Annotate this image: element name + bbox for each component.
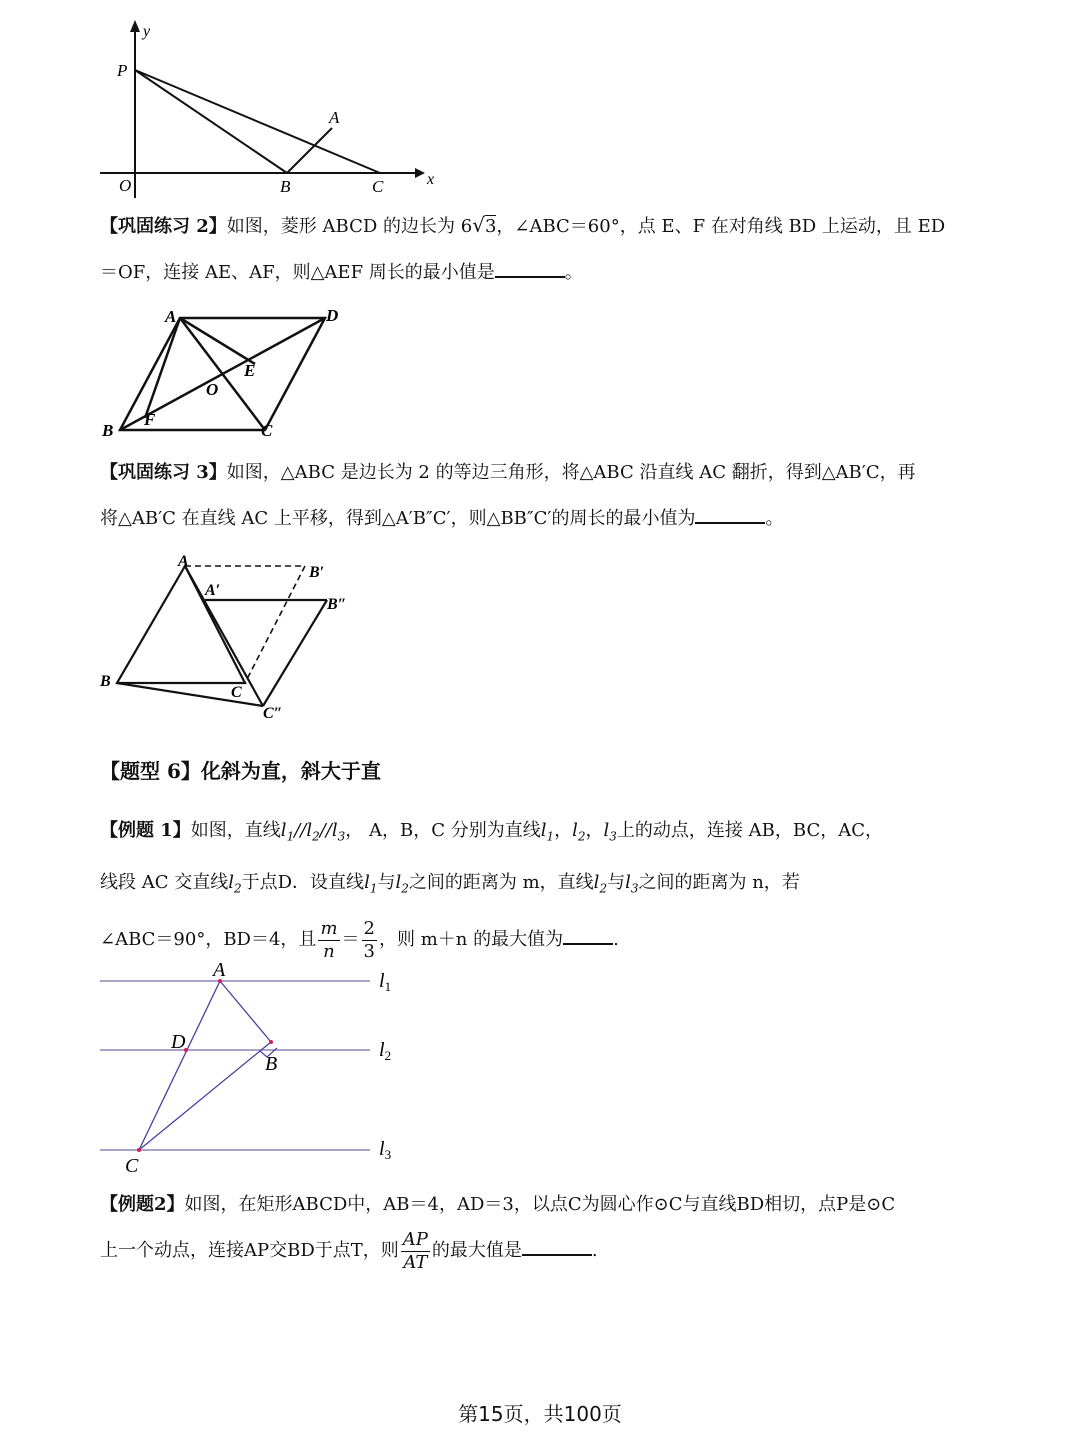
text: 如图，直线 (190, 820, 281, 841)
answer-blank[interactable] (695, 504, 765, 524)
exercise-3 (100, 450, 990, 542)
text: 如图，△ABC 是边长为 2 的等边三角形，将△ABC 沿直线 AC 翻折，得到△AB′C，再 (226, 462, 916, 483)
exercise-3-line1 (100, 450, 990, 496)
exercise-3-tag: 【巩固练习 3】 (100, 462, 227, 483)
example-2-line1 (100, 1182, 990, 1228)
line-l3: $l_3$ (625, 871, 639, 896)
figure-translated-triangle (95, 548, 365, 723)
label-x: x (427, 171, 435, 188)
fraction-AP-over-AT (401, 1229, 430, 1274)
denominator: AT (403, 1251, 428, 1273)
line-l1: $l_1$ (540, 820, 555, 844)
text: 上一个动点，连接AP交BD于点T，则 (100, 1240, 399, 1261)
text: 的最大值是 (431, 1240, 522, 1261)
line-l2: $l_2$ (228, 871, 242, 896)
label-B: B (265, 1053, 278, 1075)
text: 与 (377, 871, 396, 893)
label-O: O (119, 176, 132, 195)
text: ，则 m＋n 的最大值为 (378, 929, 564, 951)
label-C: C (261, 421, 273, 440)
line-l2: $l_2$ (572, 820, 586, 844)
example-2-tag: 【例题2】 (100, 1194, 185, 1215)
text: 。 (564, 262, 583, 283)
label-B: B (102, 421, 114, 440)
example-1-line1 (100, 808, 990, 860)
label-P: P (117, 61, 128, 80)
line-l2: $l_2$ (395, 871, 409, 896)
section-heading: 【题型 6】化斜为直，斜大于直 (100, 759, 381, 783)
label-B-double-prime: B″ (327, 596, 347, 613)
label-A-prime: A′ (205, 582, 221, 599)
label-A: A (165, 307, 177, 326)
label-B-prime: B′ (309, 564, 325, 581)
label-O: O (206, 380, 219, 399)
line-l1: $l_1$ (364, 871, 378, 896)
text: 上的动点，连接 AB，BC，AC， (616, 820, 883, 841)
answer-blank[interactable] (495, 258, 565, 278)
label-l3: $l_3$ (379, 1138, 392, 1162)
sqrt-symbol: √ (472, 213, 485, 237)
label-D: D (326, 306, 339, 325)
text: . (591, 1240, 598, 1261)
text: ，∠ABC＝60°，点 E、F 在对角线 BD 上运动，且 ED (496, 216, 946, 237)
text: 。 (765, 508, 784, 529)
label-B: B (100, 673, 111, 690)
numerator: AP (402, 1228, 428, 1250)
label-B: B (280, 177, 291, 196)
text: . (613, 929, 619, 951)
text: 之间的距离为 m，直线 (408, 871, 594, 893)
exercise-2-line1 (100, 202, 990, 250)
denominator: n (323, 940, 335, 962)
text: ＝ (341, 929, 360, 951)
text: 如图，菱形 ABCD 的边长为 6 (226, 216, 473, 237)
label-y: y (143, 23, 151, 40)
figure-rhombus (95, 300, 355, 445)
exercise-2 (100, 202, 990, 296)
figure-parallel-lines (95, 955, 405, 1180)
line-l3: $l_3$ (603, 820, 617, 844)
text: ∠ABC＝90°，BD＝4，且 (100, 929, 317, 951)
text: 与 (607, 871, 626, 893)
figure-coordinate-triangle (95, 18, 440, 198)
exercise-3-line2 (100, 496, 990, 542)
answer-blank[interactable] (563, 925, 613, 945)
denominator: 3 (363, 940, 375, 962)
label-F: F (144, 410, 156, 429)
label-A: A (178, 553, 189, 570)
text: 线段 AC 交直线 (100, 871, 229, 893)
label-D: D (171, 1031, 186, 1053)
label-E: E (244, 361, 256, 380)
example-1 (100, 808, 990, 963)
page-number: 第15页，共100页 (458, 1402, 622, 1426)
example-2-line2 (100, 1228, 990, 1274)
text: 之间的距离为 n，若 (638, 871, 800, 893)
line-l2: $l_2$ (593, 871, 608, 896)
text: 如图，在矩形ABCD中，AB＝4，AD＝3，以点C为圆心作⊙C与直线BD相切，点P是⊙C (184, 1194, 896, 1215)
x-axis-arrow-icon (415, 168, 425, 178)
numerator: m (320, 917, 338, 939)
label-l1: $l_1$ (379, 970, 392, 994)
label-C: C (372, 177, 384, 196)
sqrt-value: 3 (484, 216, 497, 237)
lines-parallel: $l_1//l_2//l_3$ (280, 820, 346, 844)
label-C: C (125, 1155, 139, 1177)
text: ， (585, 820, 604, 841)
text: 将△AB′C 在直线 AC 上平移，得到△A′B″C′，则△BB″C′的周长的最小值为 (100, 508, 696, 529)
y-axis-arrow-icon (130, 20, 140, 32)
label-C: C (231, 684, 242, 701)
label-C-double-prime: C″ (263, 705, 283, 722)
example-1-line2 (100, 860, 990, 912)
text: ， A，B，C 分别为直线 (345, 820, 541, 841)
label-A: A (213, 959, 226, 981)
label-l2: $l_2$ (379, 1039, 392, 1063)
exercise-2-tag: 【巩固练习 2】 (100, 216, 227, 237)
text: ， (554, 820, 573, 841)
exercise-2-line2 (100, 250, 990, 296)
example-1-tag: 【例题 1】 (100, 820, 191, 841)
label-A: A (329, 108, 340, 127)
text: 于点D．设直线 (241, 871, 365, 893)
numerator: 2 (363, 917, 375, 939)
example-2 (100, 1182, 990, 1274)
answer-blank[interactable] (522, 1236, 592, 1256)
text: ＝OF，连接 AE、AF，则△AEF 周长的最小值是 (100, 262, 495, 283)
